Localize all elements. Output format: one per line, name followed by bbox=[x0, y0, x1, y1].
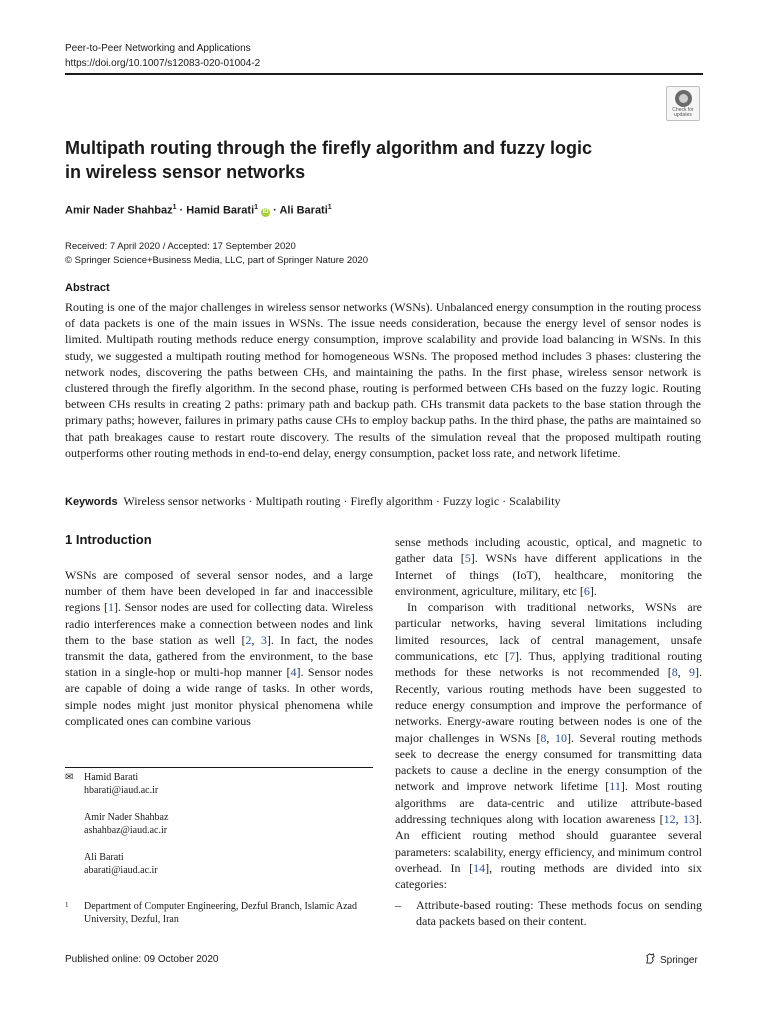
author-separator: · bbox=[270, 204, 280, 217]
intro-paragraph: WSNs are composed of several sensor nodes, and a large number of them have been developed in far and inaccessible regions [1]. Sensor nodes are used for collecting data. Wireless radio interferences make a connection between nodes and link them to the base station as well [2, 3]. In fact, the nodes transmit the data, gathered from the environment, to the base station in a single-hop or multi-hop manner [4]. Sensor nodes are capable of doing a wide range of tasks. In other words, simple nodes might just monitor physical phenomena while complicated ones can combine various bbox=[65, 568, 374, 728]
title-line-1: Multipath routing through the firefly algorithm and fuzzy logic bbox=[65, 138, 592, 158]
contact-entry bbox=[84, 811, 364, 837]
contact-email[interactable]: ashahbaz@iaud.ac.ir bbox=[84, 825, 168, 836]
abstract-text: Routing is one of the major challenges in wireless sensor networks (WSNs). Unbalanced energy consumption in the routing process of data packets is one of the main issues in WSNs. The issue needs consideration, because the energy level of sensor nodes is limited. Multipath routing methods reduce energy consumption, improve scalability and provide load balancing in WSNs. In this study, we suggested a multipath routing method for homogeneous WSNs. The proposed method includes 3 phases: clustering the network nodes, discovering the paths between CHs, and maintaining the paths. In the first phase, wireless sensor network is clustered through the firefly algorithm. In the second phase, routing is performed between CHs based on the fuzzy logic. Routing between CHs results in creating 2 paths: primary path and backup path. CHs transmit data packets to the base station through the primary paths; however, failures in primary paths cause CHs to employ backup paths. In the third phase, the paths are maintained so that path breakages cause to restart route discovery. The results of the simulation reveal that the proposed multipath routing outperforms other routing methods in end-to-end delay, energy consumption, packet loss rate, and network lifetime. bbox=[65, 300, 701, 460]
check-updates-label: Check for updates bbox=[672, 107, 694, 118]
affiliation-text: Department of Computer Engineering, Dezful Branch, Islamic Azad University, Dezful, Iran bbox=[84, 901, 357, 925]
keywords-list: Wireless sensor networks · Multipath routing · Firefly algorithm · Fuzzy logic · Scalability bbox=[123, 494, 561, 508]
published-date: Published online: 09 October 2020 bbox=[65, 954, 219, 965]
check-for-updates-badge[interactable] bbox=[666, 86, 700, 121]
dates-block bbox=[65, 240, 368, 268]
citation-link[interactable]: 4 bbox=[290, 665, 297, 680]
author-name[interactable]: Hamid Barati bbox=[186, 204, 255, 217]
bullet-item bbox=[395, 897, 702, 929]
author-affiliation-mark: 1 bbox=[172, 204, 177, 211]
author-separator: · bbox=[176, 204, 187, 217]
citation-link[interactable]: 11 bbox=[609, 779, 621, 794]
keywords bbox=[65, 494, 701, 509]
springer-horse-icon bbox=[645, 953, 656, 964]
contact-name: Amir Nader Shahbaz bbox=[84, 812, 169, 823]
intro-left-column bbox=[65, 567, 373, 729]
journal-name: Peer-to-Peer Networking and Applications bbox=[65, 43, 251, 54]
footnote-rule bbox=[65, 767, 373, 768]
orcid-icon[interactable]: iD bbox=[262, 208, 269, 215]
contact-entry bbox=[84, 851, 364, 877]
citation-link[interactable]: 7 bbox=[508, 649, 515, 664]
citation-link[interactable]: 10 bbox=[554, 730, 567, 745]
abstract-heading: Abstract bbox=[65, 282, 110, 294]
citation-link[interactable]: 13 bbox=[683, 812, 695, 827]
intro-paragraph: sense methods including acoustic, optical, and magnetic to gather data [5]. WSNs have different applications in the Internet of things (IoT), healthcare, monitoring the environment, agriculture, military, etc [6]. bbox=[395, 535, 702, 598]
contact-list bbox=[84, 771, 364, 891]
check-updates-icon bbox=[675, 90, 692, 107]
publisher-logo bbox=[645, 953, 698, 966]
citation-link[interactable]: 8 bbox=[671, 665, 678, 680]
author-affiliation-mark: 1 bbox=[327, 204, 332, 211]
citation-link[interactable]: 14 bbox=[473, 860, 486, 875]
citation-link[interactable]: 1 bbox=[107, 600, 114, 615]
affiliation-footnote bbox=[65, 900, 373, 926]
author-affiliation-mark: 1 bbox=[254, 204, 259, 211]
author-name[interactable]: Amir Nader Shahbaz bbox=[65, 204, 173, 217]
title-line-2: in wireless sensor networks bbox=[65, 162, 306, 182]
intro-paragraph: In comparison with traditional networks, WSNs are particular networks, having several limitations including limited resources, lack of central management, unsafe communications, etc [7]. Thus, applying traditional routing methods for these networks is not recommended [8, 9]. Recently, various routing methods have been suggested to reduce energy consumption and improve the performance of networks. Energy-aware routing between nodes is one of the major challenges in WSNs [8, 10]. Several routing methods seek to decrease the energy consumed for transmitting data packets to cause a decline in the energy consumption of the network and improve network lifetime [11]. Most routing algorithms are data-centric and utilize attribute-based addressing techniques along with location awareness [12, 13]. An efficient routing method should guarantee several parameters: scalability, energy efficiency, and minimum control overhead. In [14], routing methods are divided into six categories: bbox=[395, 600, 703, 892]
intro-right-column bbox=[395, 534, 702, 905]
contact-entry bbox=[84, 771, 364, 797]
contact-email[interactable]: hbarati@iaud.ac.ir bbox=[84, 785, 159, 796]
envelope-icon: ✉ bbox=[65, 772, 74, 783]
author-list bbox=[65, 204, 332, 217]
publisher-name: Springer bbox=[660, 955, 698, 966]
affiliation-number: 1 bbox=[65, 901, 69, 909]
citation-link[interactable]: 12 bbox=[663, 812, 676, 827]
header-rule bbox=[65, 73, 703, 75]
journal-header bbox=[65, 41, 260, 71]
citation-link[interactable]: 2 bbox=[245, 632, 252, 647]
bullet-text: Attribute-based routing: These methods focus on sending data packets based on their content. bbox=[416, 898, 702, 929]
citation-link[interactable]: 3 bbox=[260, 632, 267, 647]
paper-title bbox=[65, 136, 665, 184]
copyright: © Springer Science+Business Media, LLC, part of Springer Nature 2020 bbox=[65, 255, 368, 266]
bullet-dash: – bbox=[395, 898, 401, 912]
doi-link[interactable]: https://doi.org/10.1007/s12083-020-01004-2 bbox=[65, 58, 261, 69]
citation-link[interactable]: 5 bbox=[464, 551, 471, 566]
contact-email[interactable]: abarati@iaud.ac.ir bbox=[84, 865, 158, 876]
received-accepted: Received: 7 April 2020 / Accepted: 17 September 2020 bbox=[65, 241, 296, 252]
citation-link[interactable]: 9 bbox=[689, 665, 696, 680]
citation-link[interactable]: 6 bbox=[583, 583, 590, 598]
contact-name: Hamid Barati bbox=[84, 772, 139, 783]
contact-name: Ali Barati bbox=[84, 852, 124, 863]
keywords-heading: Keywords bbox=[65, 496, 118, 508]
section-heading: 1 Introduction bbox=[65, 532, 152, 547]
author-name[interactable]: Ali Barati bbox=[279, 204, 328, 217]
citation-link[interactable]: 8 bbox=[540, 730, 547, 745]
